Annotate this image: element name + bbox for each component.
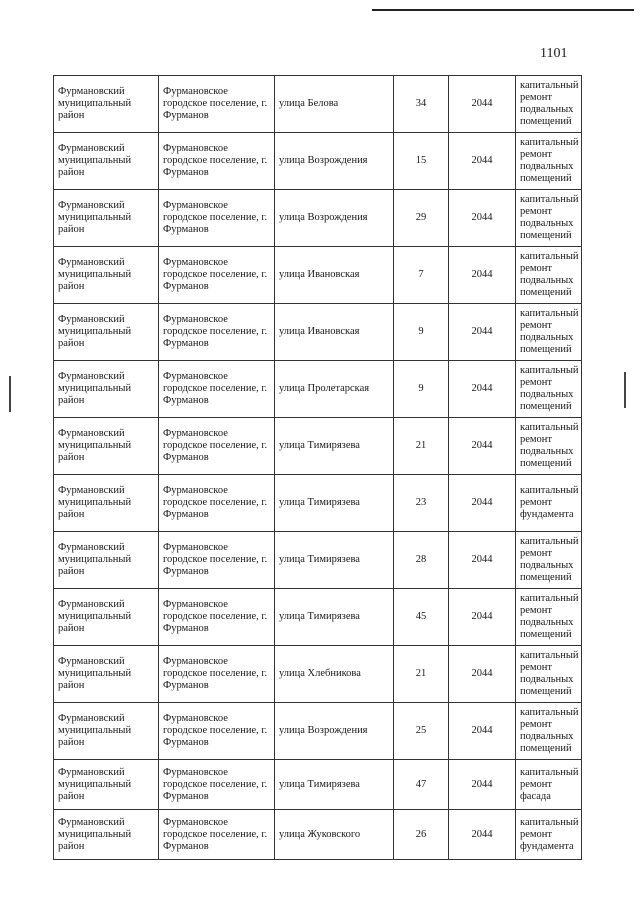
street-cell: улица Тимирязева	[275, 760, 394, 810]
settlement-cell: Фурмановское городское поселение, г. Фурманов	[159, 190, 275, 247]
table-row	[54, 646, 582, 703]
house-number-cell: 7	[394, 247, 449, 304]
street-cell: улица Тимирязева	[275, 418, 394, 475]
district-cell: Фурмановский муниципальный район	[54, 190, 159, 247]
settlement-cell: Фурмановское городское поселение, г. Фурманов	[159, 76, 275, 133]
street-cell: улица Ивановская	[275, 247, 394, 304]
work-type-cell: капитальный ремонт подвальных помещений	[516, 247, 582, 304]
district-cell: Фурмановский муниципальный район	[54, 475, 159, 532]
table-body	[54, 76, 582, 860]
year-cell: 2044	[449, 703, 516, 760]
street-cell: улица Жуковского	[275, 810, 394, 860]
work-type-cell: капитальный ремонт подвальных помещений	[516, 418, 582, 475]
house-number-cell: 28	[394, 532, 449, 589]
district-cell: Фурмановский муниципальный район	[54, 247, 159, 304]
district-cell: Фурмановский муниципальный район	[54, 589, 159, 646]
table-row	[54, 810, 582, 860]
settlement-cell: Фурмановское городское поселение, г. Фурманов	[159, 418, 275, 475]
work-type-cell: капитальный ремонт подвальных помещений	[516, 646, 582, 703]
year-cell: 2044	[449, 475, 516, 532]
settlement-cell: Фурмановское городское поселение, г. Фурманов	[159, 646, 275, 703]
district-cell: Фурмановский муниципальный район	[54, 703, 159, 760]
year-cell: 2044	[449, 532, 516, 589]
settlement-cell: Фурмановское городское поселение, г. Фурманов	[159, 760, 275, 810]
house-number-cell: 15	[394, 133, 449, 190]
right-margin-mark	[624, 372, 626, 408]
work-type-cell: капитальный ремонт подвальных помещений	[516, 76, 582, 133]
district-cell: Фурмановский муниципальный район	[54, 76, 159, 133]
street-cell: улица Тимирязева	[275, 475, 394, 532]
work-type-cell: капитальный ремонт подвальных помещений	[516, 532, 582, 589]
table-row	[54, 190, 582, 247]
table-row	[54, 760, 582, 810]
table-row	[54, 76, 582, 133]
table-row	[54, 589, 582, 646]
house-number-cell: 29	[394, 190, 449, 247]
street-cell: улица Возрождения	[275, 190, 394, 247]
year-cell: 2044	[449, 304, 516, 361]
settlement-cell: Фурмановское городское поселение, г. Фурманов	[159, 532, 275, 589]
year-cell: 2044	[449, 361, 516, 418]
table-row	[54, 418, 582, 475]
street-cell: улица Ивановская	[275, 304, 394, 361]
district-cell: Фурмановский муниципальный район	[54, 418, 159, 475]
work-type-cell: капитальный ремонт фундамента	[516, 475, 582, 532]
house-number-cell: 45	[394, 589, 449, 646]
settlement-cell: Фурмановское городское поселение, г. Фурманов	[159, 475, 275, 532]
street-cell: улица Белова	[275, 76, 394, 133]
district-cell: Фурмановский муниципальный район	[54, 304, 159, 361]
year-cell: 2044	[449, 646, 516, 703]
house-number-cell: 23	[394, 475, 449, 532]
work-type-cell: капитальный ремонт фасада	[516, 760, 582, 810]
table-row	[54, 703, 582, 760]
year-cell: 2044	[449, 810, 516, 860]
district-cell: Фурмановский муниципальный район	[54, 133, 159, 190]
district-cell: Фурмановский муниципальный район	[54, 760, 159, 810]
year-cell: 2044	[449, 133, 516, 190]
table-row	[54, 247, 582, 304]
settlement-cell: Фурмановское городское поселение, г. Фурманов	[159, 304, 275, 361]
settlement-cell: Фурмановское городское поселение, г. Фурманов	[159, 133, 275, 190]
house-number-cell: 21	[394, 646, 449, 703]
work-type-cell: капитальный ремонт подвальных помещений	[516, 304, 582, 361]
house-number-cell: 21	[394, 418, 449, 475]
district-cell: Фурмановский муниципальный район	[54, 361, 159, 418]
table-row	[54, 532, 582, 589]
street-cell: улица Возрождения	[275, 703, 394, 760]
street-cell: улица Тимирязева	[275, 532, 394, 589]
house-number-cell: 9	[394, 304, 449, 361]
street-cell: улица Пролетарская	[275, 361, 394, 418]
house-number-cell: 25	[394, 703, 449, 760]
year-cell: 2044	[449, 589, 516, 646]
year-cell: 2044	[449, 190, 516, 247]
work-type-cell: капитальный ремонт подвальных помещений	[516, 589, 582, 646]
year-cell: 2044	[449, 760, 516, 810]
settlement-cell: Фурмановское городское поселение, г. Фурманов	[159, 703, 275, 760]
header-rule	[372, 9, 634, 11]
street-cell: улица Хлебникова	[275, 646, 394, 703]
house-number-cell: 9	[394, 361, 449, 418]
district-cell: Фурмановский муниципальный район	[54, 810, 159, 860]
capital-repair-table	[53, 75, 582, 860]
work-type-cell: капитальный ремонт фундамента	[516, 810, 582, 860]
settlement-cell: Фурмановское городское поселение, г. Фурманов	[159, 247, 275, 304]
house-number-cell: 47	[394, 760, 449, 810]
district-cell: Фурмановский муниципальный район	[54, 532, 159, 589]
street-cell: улица Тимирязева	[275, 589, 394, 646]
district-cell: Фурмановский муниципальный район	[54, 646, 159, 703]
house-number-cell: 26	[394, 810, 449, 860]
page-number: 1101	[540, 46, 568, 61]
street-cell: улица Возрождения	[275, 133, 394, 190]
work-type-cell: капитальный ремонт подвальных помещений	[516, 361, 582, 418]
table-row	[54, 304, 582, 361]
work-type-cell: капитальный ремонт подвальных помещений	[516, 703, 582, 760]
work-type-cell: капитальный ремонт подвальных помещений	[516, 190, 582, 247]
table-row	[54, 133, 582, 190]
left-margin-mark	[9, 376, 11, 412]
table-row	[54, 361, 582, 418]
house-number-cell: 34	[394, 76, 449, 133]
settlement-cell: Фурмановское городское поселение, г. Фурманов	[159, 361, 275, 418]
work-type-cell: капитальный ремонт подвальных помещений	[516, 133, 582, 190]
table-row	[54, 475, 582, 532]
year-cell: 2044	[449, 76, 516, 133]
year-cell: 2044	[449, 418, 516, 475]
year-cell: 2044	[449, 247, 516, 304]
settlement-cell: Фурмановское городское поселение, г. Фурманов	[159, 589, 275, 646]
settlement-cell: Фурмановское городское поселение, г. Фурманов	[159, 810, 275, 860]
